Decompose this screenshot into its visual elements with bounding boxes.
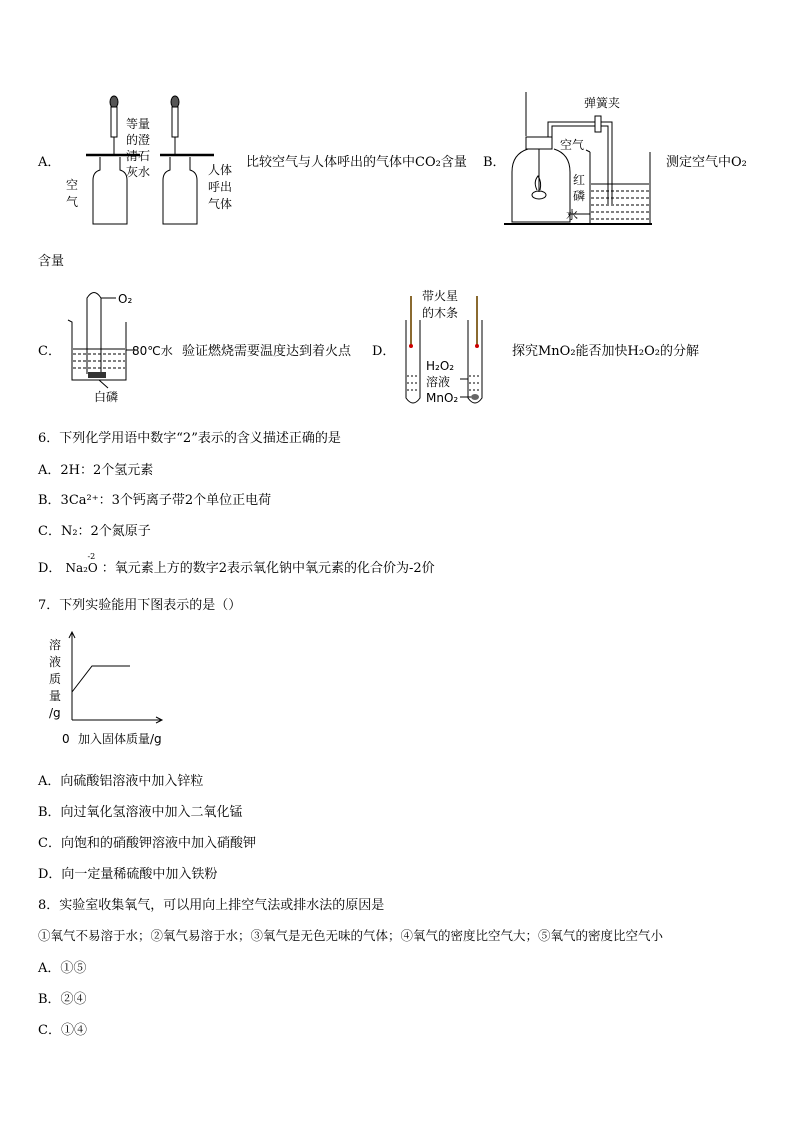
phosphorus-label: 白磷 (94, 390, 119, 404)
option-a-text: 比较空气与人体呼出的气体中CO₂含量 (246, 155, 467, 170)
right-bottle-label-0: 人体 (208, 163, 233, 177)
right-bottle-label-2: 气体 (208, 197, 233, 211)
q6-option-a: A．2H：2个氢元素 (38, 463, 154, 478)
q7-option-a: A．向硫酸铝溶液中加入锌粒 (38, 774, 204, 789)
beaker (590, 152, 650, 224)
q8-stem: 8．实验室收集氧气，可以用向上排空气法或排水法的原因是 (38, 898, 385, 913)
q6-d-label: D． (38, 561, 62, 576)
ylabel-4: /g (49, 706, 61, 720)
q7-option-b: B．向过氧化氢溶液中加入二氧化锰 (38, 805, 243, 820)
option-c-diagram (64, 284, 184, 409)
stick-label-0: 带火星 (422, 289, 459, 303)
ylabel-1: 液 (49, 655, 62, 669)
q6-option-b: B．3Ca²⁺：3个钙离子带2个单位正电荷 (38, 493, 272, 508)
option-a-diagram (60, 92, 250, 227)
option-d-label: D． (372, 344, 396, 359)
test-tube (87, 293, 101, 375)
option-a-label: A． (38, 155, 61, 170)
origin-label: 0 (62, 732, 70, 746)
dropper-label-3: 灰水 (126, 165, 151, 179)
q7-stem: 7．下列实验能用下图表示的是（） (38, 598, 242, 613)
option-b-diagram (500, 92, 660, 232)
q7-option-d: D．向一定量稀硫酸中加入铁粉 (38, 867, 218, 882)
q8-statements: ①氧气不易溶于水；②氧气易溶于水；③氧气是无色无味的气体；④氧气的密度比空气大；⑤氧气的密度比空气小 (38, 928, 664, 943)
dropper-right (171, 96, 179, 154)
q6-option-c: C．N₂：2个氮原子 (38, 524, 151, 539)
q6-d-charge: -2 (87, 552, 96, 561)
water-label: 80℃水 (132, 344, 173, 358)
option-c-text: 验证燃烧需要温度达到着火点 (182, 344, 352, 359)
left-bottle-label-1: 气 (66, 195, 79, 209)
option-b-text-cont: 含量 (38, 254, 65, 269)
solution-label-1: 溶液 (426, 375, 451, 389)
q7-chart (40, 632, 200, 747)
q7-option-c: C．向饱和的硝酸钾溶液中加入硝酸钾 (38, 836, 256, 851)
clamp-label: 弹簧夹 (584, 96, 621, 110)
bottle-left (93, 157, 127, 224)
water-label: 水 (566, 208, 579, 222)
solution-label-0: H₂O₂ (426, 359, 455, 373)
right-bottle-label-1: 呼出 (208, 180, 233, 194)
ylabel-3: 量 (49, 689, 62, 703)
q6-stem: 6．下列化学用语中数字“2”表示的含义描述正确的是 (38, 431, 341, 446)
q6-d-formula: Na₂O (65, 561, 98, 575)
curve (72, 666, 130, 692)
option-d-diagram (398, 284, 498, 409)
option-d-text: 探究MnO₂能否加快H₂O₂的分解 (512, 344, 699, 359)
stick-label-1: 的木条 (422, 306, 459, 320)
q8-option-b: B．②④ (38, 992, 87, 1007)
test-tube-left (406, 320, 420, 403)
bottle-right (163, 157, 197, 224)
option-c-label: C． (38, 344, 61, 359)
test-tube-right (468, 320, 482, 403)
spring-clamp (595, 116, 601, 132)
dropper-left (110, 96, 118, 154)
dropper-label-1: 的澄 (126, 133, 151, 147)
left-bottle-label-0: 空 (66, 178, 79, 192)
ylabel-2: 质 (49, 672, 62, 686)
phosphorus-label-0: 红 (573, 173, 586, 187)
mno2-label: MnO₂ (426, 391, 459, 405)
q8-option-c: C．①④ (38, 1023, 87, 1038)
air-label: 空气 (560, 138, 585, 152)
q6-d-text: ：氧元素上方的数字2表示氧化钠中氧元素的化合价为-2价 (101, 561, 435, 576)
xlabel: 加入固体质量/g (78, 732, 162, 746)
ylabel-0: 溶 (49, 638, 62, 652)
dropper-label-0: 等量 (126, 117, 151, 131)
q6-d-formula-wrap (65, 552, 98, 576)
q8-option-a: A．①⑤ (38, 961, 87, 976)
q6-option-d (38, 552, 435, 576)
beaker (68, 320, 126, 380)
dropper-label-2: 清石 (126, 149, 151, 163)
gas-label: O₂ (118, 292, 133, 306)
option-b-label: B． (483, 155, 506, 170)
phosphorus-label-1: 磷 (573, 189, 586, 203)
option-b-text: 测定空气中O₂ (666, 155, 747, 170)
